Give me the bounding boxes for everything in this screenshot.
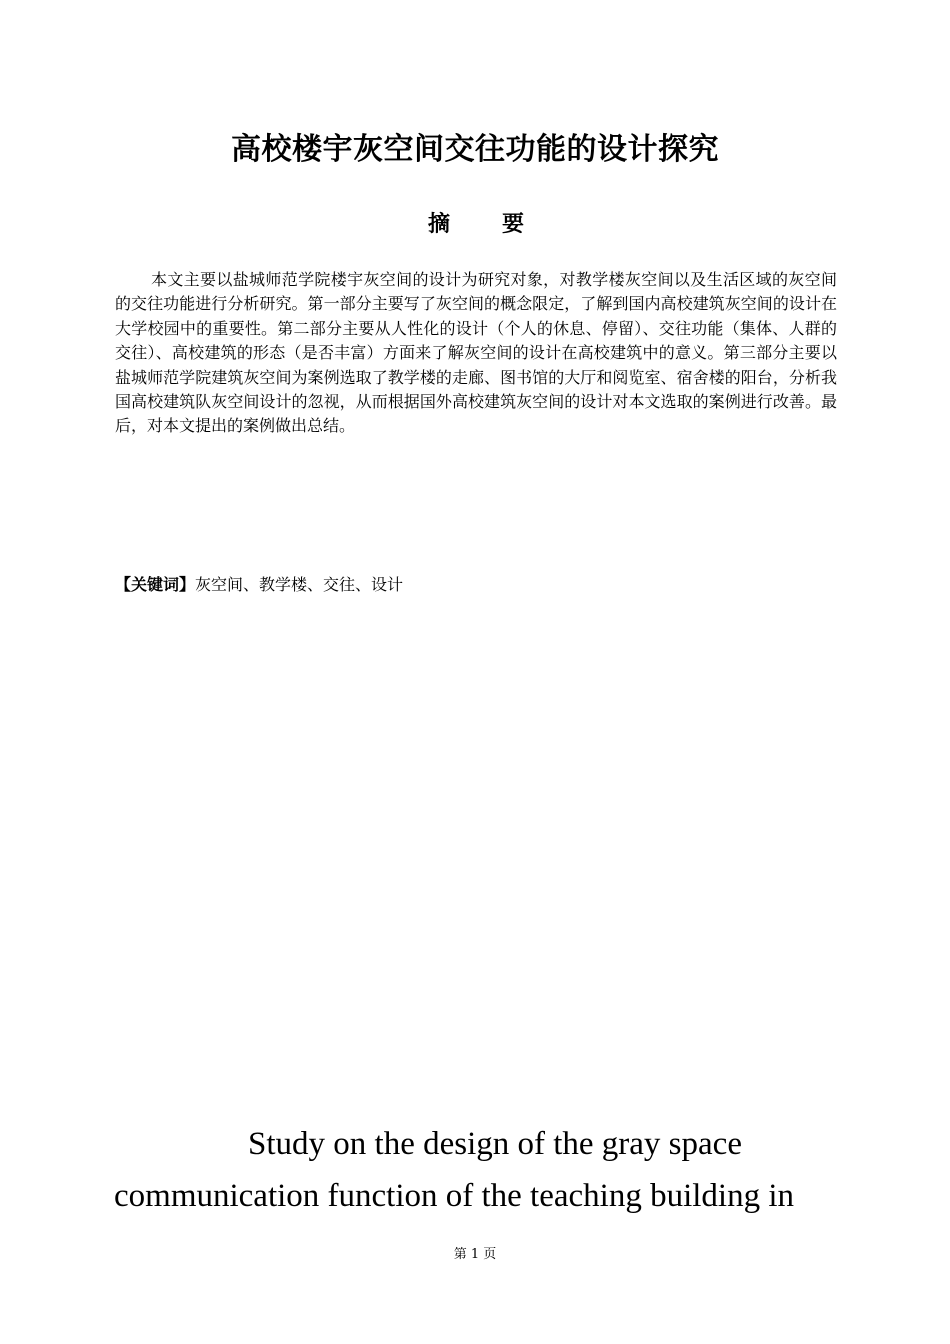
paper-title: 高校楼宇灰空间交往功能的设计探究: [231, 132, 719, 167]
english-title-line-1: Study on the design of the gray space: [248, 1126, 742, 1162]
english-title-line-2: communication function of the teaching building in: [114, 1178, 795, 1214]
keywords-line: [115, 572, 837, 598]
page-number: 第 1 页: [453, 1247, 497, 1262]
english-title: [114, 1118, 854, 1222]
abstract-body: 本文主要以盐城师范学院楼宇灰空间的设计为研究对象，对教学楼灰空间以及生活区域的灰空间的交往功能进行分析研究。第一部分主要写了灰空间的概念限定，了解到国内高校建筑灰空间的设计在大学校园中的重要性。第二部分主要从人性化的设计（个人的休息、停留）、交往功能（集体、人群的交往）、高校建筑的形态（是否丰富）方面来了解灰空间的设计在高校建筑中的意义。第三部分主要以盐城师范学院建筑灰空间为案例选取了教学楼的走廊、图书馆的大厅和阅览室、宿舍楼的阳台，分析我国高校建筑队灰空间设计的忽视，从而根据国外高校建筑灰空间的设计对本文选取的案例进行改善。最后，对本文提出的案例做出总结。: [115, 270, 837, 436]
abstract-heading: 摘要: [427, 212, 576, 237]
keywords-label: 【关键词】: [115, 575, 196, 594]
keywords-value: 灰空间、教学楼、交往、设计: [195, 575, 404, 594]
